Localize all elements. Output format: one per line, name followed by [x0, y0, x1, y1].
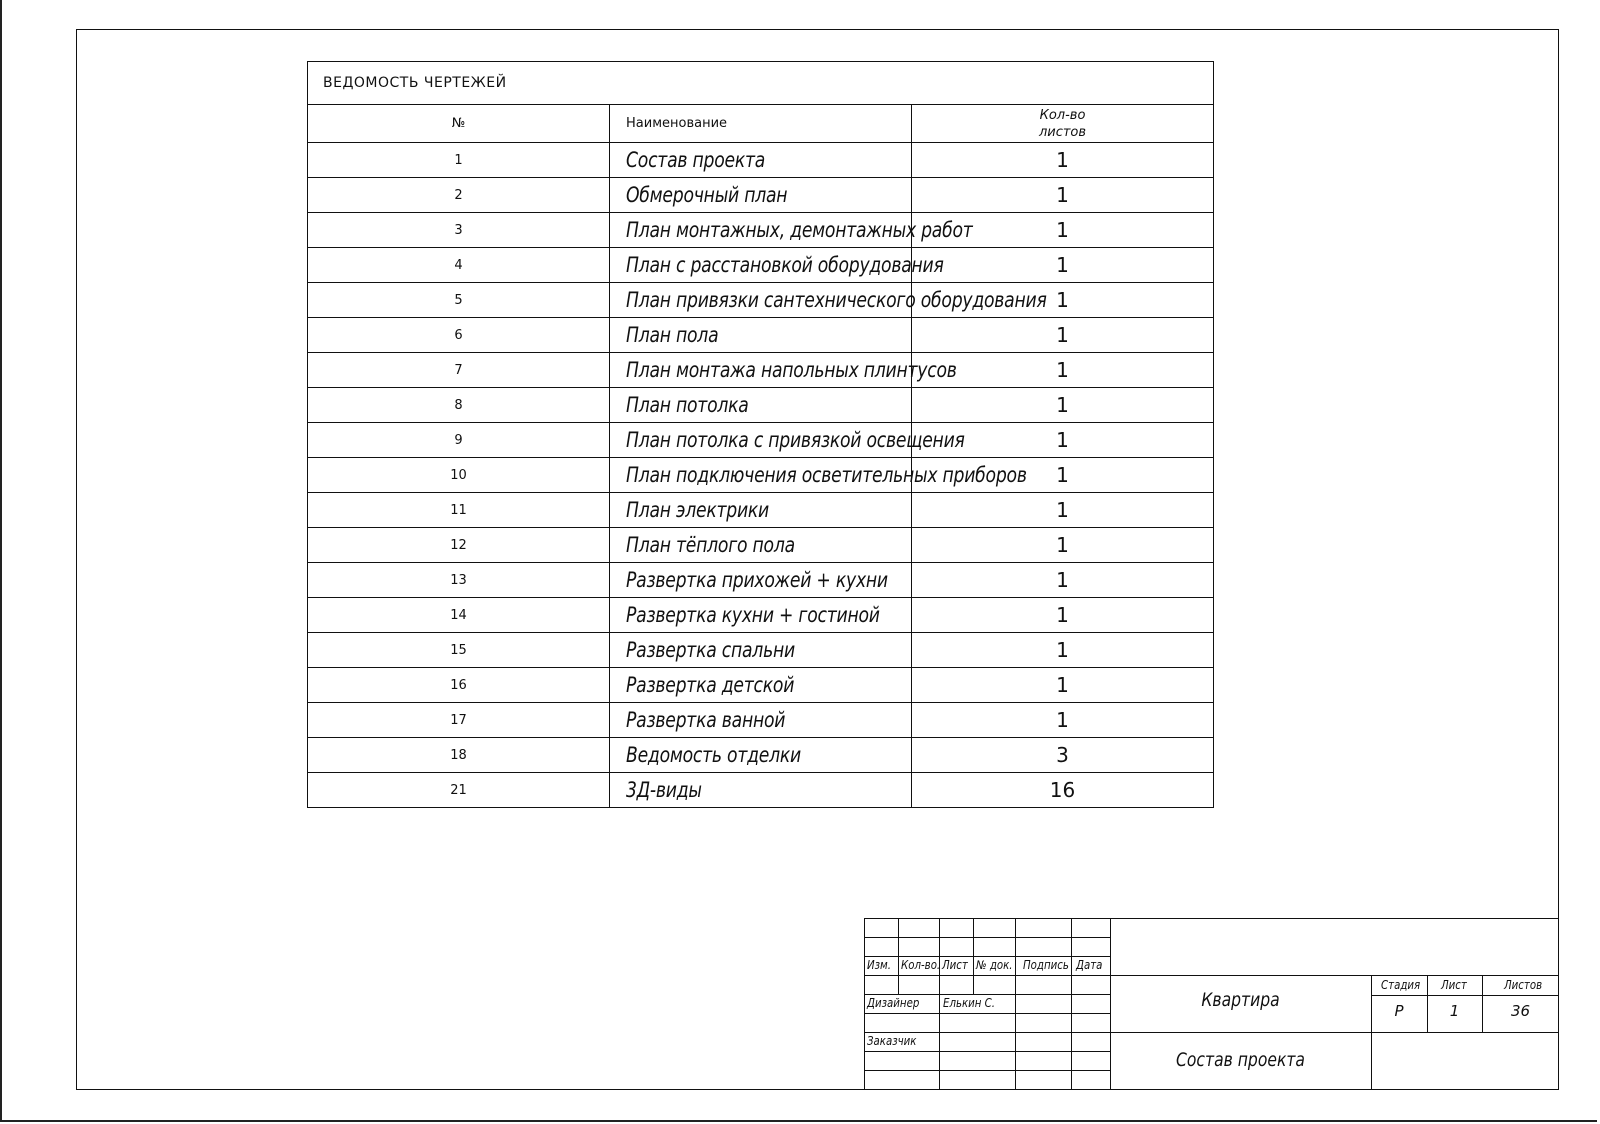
row-qty: 1	[912, 388, 1214, 423]
row-name: Развертка ванной	[626, 708, 786, 732]
row-name-cell	[610, 248, 944, 283]
row-qty: 1	[912, 423, 1214, 458]
row-qty: 1	[912, 248, 1214, 283]
row-name: Обмерочный план	[626, 183, 788, 207]
table-row	[308, 633, 1214, 668]
row-name-cell	[610, 423, 965, 458]
row-number: 8	[308, 388, 610, 423]
row-name: План с расстановкой оборудования	[626, 253, 944, 277]
row-name-cell	[610, 528, 912, 563]
row-number: 21	[308, 773, 610, 808]
row-qty: 1	[912, 458, 1214, 493]
stamp-sheet-value: 1	[1449, 1002, 1460, 1020]
table-row	[308, 283, 1214, 318]
row-name-cell	[610, 598, 912, 633]
table-row	[308, 318, 1214, 353]
row-name: Развертка спальни	[626, 638, 795, 662]
stamp-label-list: Лист	[942, 958, 968, 972]
row-number: 15	[308, 633, 610, 668]
row-number: 13	[308, 563, 610, 598]
row-name-cell	[610, 563, 912, 598]
table-row	[308, 423, 1214, 458]
row-name: План тёплого пола	[626, 533, 795, 557]
row-name: План привязки сантехнического оборудования	[626, 288, 1047, 312]
stamp-role-customer: Заказчик	[867, 1034, 917, 1048]
row-qty: 1	[912, 633, 1214, 668]
row-qty: 1	[912, 213, 1214, 248]
stamp-sheet-label: Лист	[1441, 978, 1467, 992]
row-qty: 1	[912, 668, 1214, 703]
row-name: План потолка	[626, 393, 749, 417]
row-number: 11	[308, 493, 610, 528]
table-row	[308, 178, 1214, 213]
table-row	[308, 738, 1214, 773]
row-number: 16	[308, 668, 610, 703]
table-row	[308, 248, 1214, 283]
stamp-label-doc: № док.	[976, 958, 1013, 972]
row-qty: 1	[912, 493, 1214, 528]
stamp-sheets-label: Листов	[1504, 978, 1543, 992]
stamp-stage-label: Стадия	[1381, 978, 1421, 992]
row-number: 1	[308, 143, 610, 178]
row-name-cell	[610, 143, 912, 178]
table-row	[308, 703, 1214, 738]
row-name-cell	[610, 388, 912, 423]
row-name-cell	[610, 633, 912, 668]
row-name: План потолка с привязкой освещения	[626, 428, 965, 452]
row-name-cell	[610, 738, 912, 773]
table-row	[308, 598, 1214, 633]
row-qty: 1	[912, 318, 1214, 353]
row-qty: 1	[912, 703, 1214, 738]
row-number: 18	[308, 738, 610, 773]
stamp-stage-value: Р	[1394, 1002, 1404, 1020]
stamp-object-name: Квартира	[1201, 989, 1280, 1011]
row-number: 10	[308, 458, 610, 493]
stamp-role-designer: Дизайнер	[867, 996, 920, 1010]
row-number: 7	[308, 353, 610, 388]
row-number: 4	[308, 248, 610, 283]
row-name-cell	[610, 213, 973, 248]
table-row	[308, 353, 1214, 388]
header-qty-line2: листов	[1038, 124, 1087, 140]
table-row	[308, 563, 1214, 598]
stamp-label-date: Дата	[1076, 958, 1103, 972]
table-row	[308, 773, 1214, 808]
row-name: План пола	[626, 323, 719, 347]
row-number: 17	[308, 703, 610, 738]
row-qty: 1	[912, 283, 1214, 318]
stamp-label-izm: Изм.	[867, 958, 891, 972]
table-row	[308, 143, 1214, 178]
row-qty: 1	[912, 528, 1214, 563]
row-number: 9	[308, 423, 610, 458]
table-row	[308, 213, 1214, 248]
row-qty: 1	[912, 563, 1214, 598]
row-qty: 1	[912, 178, 1214, 213]
table-row	[308, 528, 1214, 563]
row-name: 3Д-виды	[626, 778, 702, 802]
row-name: План электрики	[626, 498, 770, 522]
row-name-cell	[610, 668, 912, 703]
table-row	[308, 493, 1214, 528]
row-qty: 1	[912, 143, 1214, 178]
table-title: ВЕДОМОСТЬ ЧЕРТЕЖЕЙ	[308, 62, 1214, 105]
table-row	[308, 388, 1214, 423]
row-number: 14	[308, 598, 610, 633]
row-number: 5	[308, 283, 610, 318]
header-name: Наименование	[610, 105, 912, 143]
row-number: 12	[308, 528, 610, 563]
stamp-label-sign: Подпись	[1023, 958, 1069, 972]
table-row	[308, 458, 1214, 493]
row-name-cell	[610, 178, 912, 213]
title-block	[864, 918, 1559, 1090]
table-row	[308, 668, 1214, 703]
row-name-cell	[610, 458, 1027, 493]
header-num: №	[308, 105, 610, 143]
row-name-cell	[610, 318, 912, 353]
drawing-list-table	[307, 61, 1214, 808]
row-name: Развертка детской	[626, 673, 795, 697]
stamp-sheets-value: 36	[1510, 1002, 1531, 1020]
row-qty: 16	[912, 773, 1214, 808]
row-name: План монтажных, демонтажных работ	[626, 218, 973, 242]
row-qty: 1	[912, 598, 1214, 633]
row-name: Ведомость отделки	[626, 743, 801, 767]
row-name-cell	[610, 773, 912, 808]
row-name: Состав проекта	[626, 148, 766, 172]
row-qty: 3	[912, 738, 1214, 773]
row-number: 6	[308, 318, 610, 353]
stamp-sheet-title: Состав проекта	[1176, 1049, 1305, 1071]
row-name: План монтажа напольных плинтусов	[626, 358, 957, 382]
row-name-cell	[610, 353, 957, 388]
row-qty: 1	[912, 353, 1214, 388]
row-name-cell	[610, 703, 912, 738]
row-name: План подключения осветительных приборов	[626, 463, 1027, 487]
stamp-designer-name: Елькин С.	[943, 996, 996, 1010]
header-qty-line1: Кол-во	[1039, 107, 1086, 123]
row-name-cell	[610, 283, 1047, 318]
stamp-label-kolvo: Кол-во.	[901, 958, 941, 972]
row-name-cell	[610, 493, 912, 528]
row-name: Развертка кухни + гостиной	[626, 603, 880, 627]
table-header-row	[308, 105, 1214, 143]
row-name: Развертка прихожей + кухни	[626, 568, 888, 592]
header-qty	[912, 105, 1214, 143]
row-number: 3	[308, 213, 610, 248]
row-number: 2	[308, 178, 610, 213]
